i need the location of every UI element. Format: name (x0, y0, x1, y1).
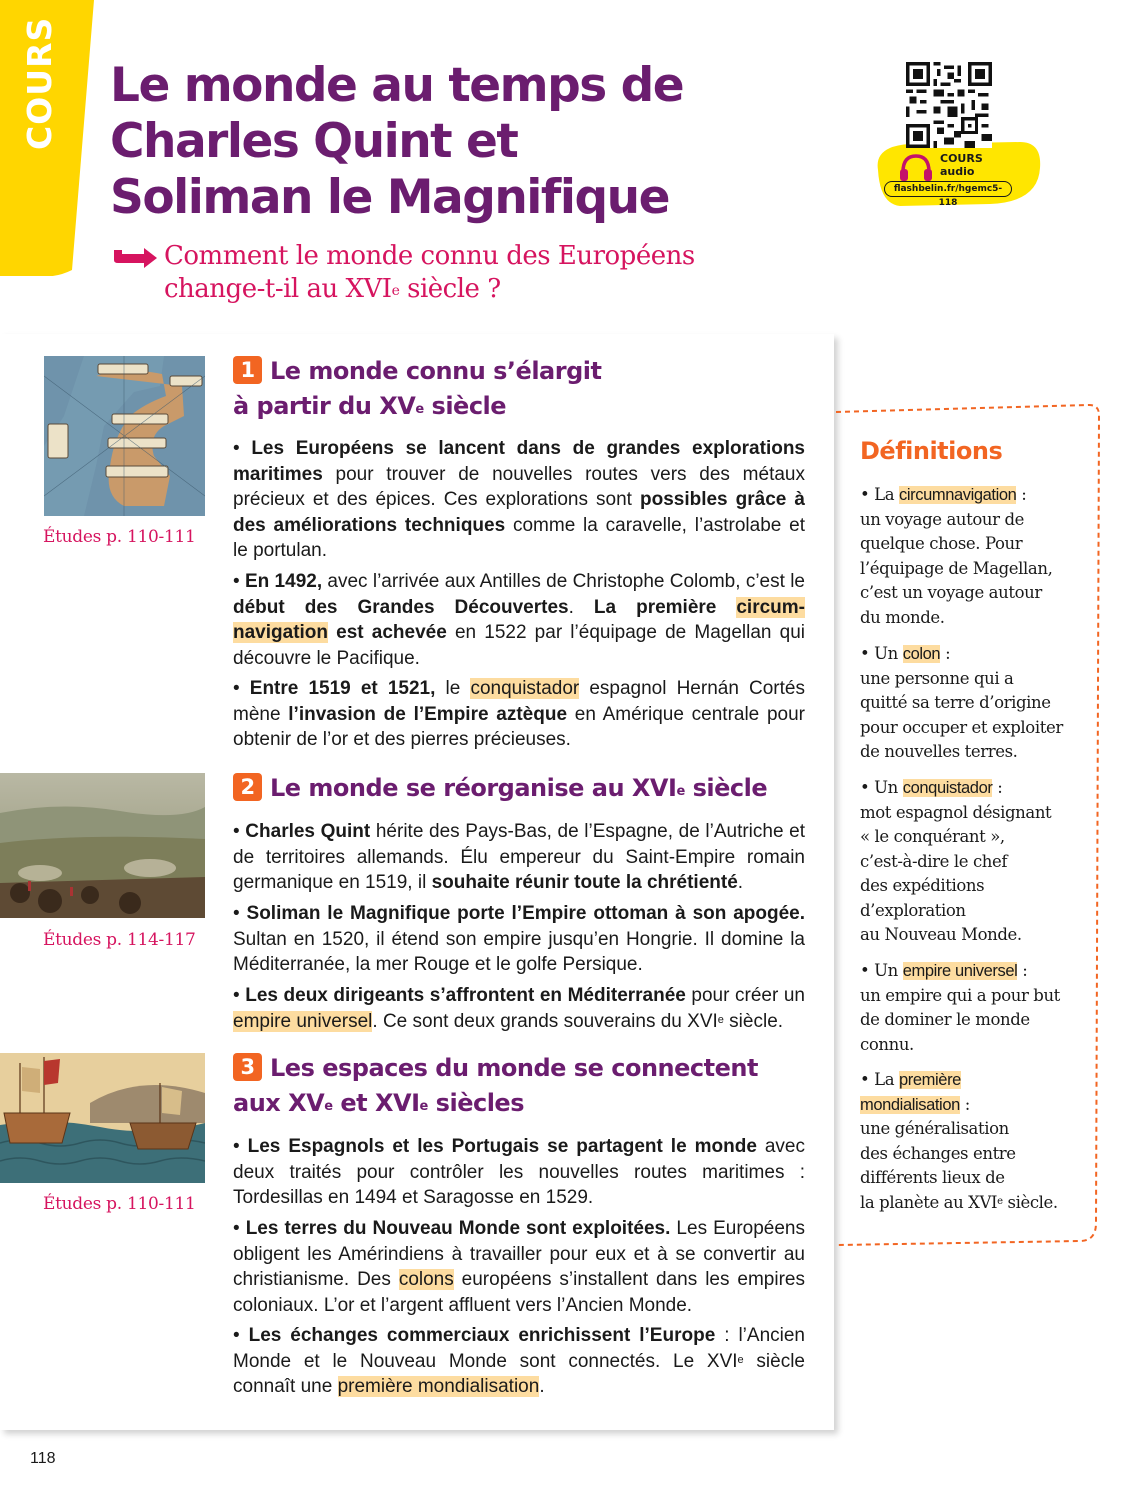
definition-line (860, 959, 1075, 984)
text-run: d’exploration (860, 900, 966, 920)
text-run: hérite des Pays-Bas, de l’Espagne, de l’Autriche et de territoires allemands. Élu empereur du Saint-Empire romain germanique en 1519, il (233, 821, 806, 893)
title-line-1: Le monde au temps de (110, 58, 684, 113)
definition-line (860, 874, 1075, 899)
text-run: un voyage autour de (860, 509, 1024, 529)
definition-line (860, 740, 1075, 765)
text-run: • (233, 903, 247, 924)
text-run: . Ce sont deux grands souverains du XVI (372, 1010, 718, 1032)
text-run: : (992, 778, 1003, 797)
text-run: . (539, 1376, 545, 1397)
definition-line (860, 691, 1075, 716)
highlighted-term: circum-navigation (233, 596, 805, 643)
section-1-paragraph-1 (233, 436, 805, 564)
cours-tab-label: COURS (20, 16, 59, 150)
etudes-link-3[interactable]: Études p. 110-111 (43, 1194, 196, 1214)
text-run: siècle. (1002, 1192, 1058, 1212)
text-run: • (233, 571, 245, 592)
text-run: • (233, 985, 246, 1006)
definition-term: mondialisation (860, 1095, 960, 1114)
section-1-title-b: à partir du XV (233, 392, 416, 420)
section-3-title-b: aux XV (233, 1089, 325, 1117)
definition-line (860, 508, 1075, 533)
definition-term: conquistador (902, 779, 993, 797)
definition-line (860, 801, 1075, 826)
text-run: : (959, 1094, 970, 1114)
definition-conquistador (860, 776, 1075, 948)
definitions-title: Définitions (860, 437, 1003, 465)
section-2-heading-line-1 (233, 771, 767, 806)
definition-line (860, 1142, 1075, 1167)
audio-link[interactable]: flashbelin.fr/hgemc5-118 (884, 181, 1012, 197)
definition-colon (860, 642, 1075, 765)
text-run: pour occuper et exploiter (860, 717, 1063, 737)
text-run: Les terres du Nouveau Monde sont exploitées. (245, 1218, 671, 1239)
definition-circumnavigation (860, 483, 1075, 630)
section-3-title-d: siècles (427, 1089, 524, 1117)
text-run: • (233, 1136, 248, 1157)
text-run: de nouvelles terres. (860, 742, 1018, 761)
definition-line (860, 581, 1075, 606)
highlighted-term: colons (398, 1269, 454, 1290)
definition-line (860, 1068, 1075, 1093)
etudes-link-2[interactable]: Études p. 114-117 (43, 930, 196, 950)
headphones-icon (898, 152, 934, 182)
text-run: Soliman le Magnifique porte l’Empire ottoman à son apogée. (246, 903, 806, 924)
section-1-paragraph-3 (233, 676, 805, 753)
definition-line (860, 667, 1075, 692)
text-run: comme la caravelle, l’astrolabe et le portulan. (233, 514, 805, 561)
question-line-2 (164, 273, 784, 306)
audio-label-cours: COURS (940, 152, 983, 165)
text-run: une généralisation (860, 1119, 1009, 1138)
text-run: : (940, 644, 951, 663)
section-3-number-badge: 3 (233, 1053, 262, 1081)
text-run: La première (593, 596, 737, 618)
text-run: est achevée (328, 622, 447, 643)
section-3-paragraph-1 (233, 1134, 805, 1211)
text-run: différents lieux de (860, 1168, 1005, 1187)
problem-question (164, 240, 784, 306)
text-run: avec deux traités pour contrôler les nouvelles routes maritimes : Tordesillas en 1494 et Saragosse en 1529. (233, 1136, 805, 1208)
text-run: • (233, 1218, 246, 1239)
section-2-title-sup: e (676, 784, 685, 799)
section-3-paragraph-2 (233, 1216, 805, 1318)
text-run: de dominer le monde (860, 1010, 1030, 1029)
ships-painting-illustration (0, 1053, 205, 1183)
qr-code-icon[interactable] (906, 62, 992, 148)
text-run: européens s’installent dans les empires coloniaux. L’or et l’argent affluent vers l’Ancien Monde. (233, 1269, 805, 1316)
text-run: Les Européens se lancent dans de grandes explorations maritimes (233, 438, 805, 485)
portulan-map-image[interactable] (44, 356, 205, 516)
text-run: le (435, 678, 471, 699)
text-run: au Nouveau Monde. (860, 925, 1022, 944)
text-run: début des Grandes Découvertes (233, 596, 569, 618)
title-line-2: Charles Quint et (110, 114, 518, 169)
section-3-paragraph-3 (233, 1323, 805, 1400)
text-run: • Un (860, 644, 903, 663)
section-2-title-a: Le monde se réorganise au XVI (270, 774, 677, 802)
text-run: la planète au XVI (860, 1192, 998, 1212)
text-run: des expéditions (860, 876, 985, 895)
section-2-paragraph-1 (233, 819, 805, 896)
text-run: : (1016, 485, 1027, 504)
text-run: l’équipage de Magellan, (860, 558, 1053, 578)
text-run: • Un (860, 961, 903, 980)
text-run: • (233, 678, 250, 699)
section-1-title-c: siècle (423, 392, 507, 420)
text-run: en Amérique centrale pour obtenir de l’or et des pierres précieuses. (233, 703, 806, 750)
section-2-paragraph-3 (233, 983, 805, 1034)
section-1-heading-line-1 (233, 354, 601, 389)
definition-line (860, 923, 1075, 948)
definition-line (860, 850, 1075, 875)
section-2-number-badge: 2 (233, 773, 262, 801)
highlighted-term: empire universel (233, 1010, 373, 1032)
definition-line (860, 483, 1075, 508)
arrow-right-icon (112, 247, 158, 269)
section-3-heading-line-1 (233, 1051, 758, 1086)
definition-line (860, 1117, 1075, 1142)
definition-line (860, 1033, 1075, 1058)
text-run: Les Espagnols et les Portugais se partagent le monde (247, 1136, 757, 1157)
section-1-heading-line-2 (233, 389, 601, 424)
text-run: c’est un voyage autour (860, 583, 1042, 602)
text-run: • (233, 1325, 249, 1346)
text-run: pour trouver de nouvelles routes vers des métaux précieux et des épices. Ces explorations sont (233, 463, 805, 510)
audio-label-audio: audio (940, 165, 975, 178)
definition-line (860, 532, 1075, 557)
text-run: un empire qui a pour but (860, 985, 1060, 1005)
text-run: « le conquérant », (860, 827, 1005, 846)
question-text-b: siècle ? (399, 274, 501, 304)
text-run: e (997, 1195, 1003, 1207)
text-run: • La (860, 485, 900, 504)
definition-premiere-mondialisation (860, 1068, 1075, 1215)
section-3-title-c: et XVI (332, 1089, 420, 1117)
section-3-heading (233, 1051, 758, 1121)
text-run: des échanges entre (860, 1143, 1016, 1163)
text-run: du monde. (860, 607, 945, 627)
text-run: connu. (860, 1034, 914, 1054)
question-sup: e (391, 283, 400, 299)
definition-line (860, 825, 1075, 850)
page-title (110, 58, 810, 226)
section-1-paragraph-2 (233, 569, 805, 671)
text-run: • La (860, 1070, 900, 1089)
text-run: • (233, 821, 246, 842)
text-run: une personne qui a (860, 668, 1014, 688)
etudes-link-1[interactable]: Études p. 110-111 (43, 527, 196, 547)
definition-term: première (899, 1071, 961, 1089)
section-1-title-sup: e (415, 402, 424, 417)
definition-line (860, 716, 1075, 741)
section-2-paragraph-2 (233, 901, 805, 978)
text-run: . (737, 872, 744, 893)
definition-line (860, 776, 1075, 801)
section-1-title-a: Le monde connu s’élargit (270, 357, 602, 385)
text-run: Sultan en 1520, il étend son empire jusqu’en Hongrie. Il domine la Méditerranée, la mer Rouge et le golfe Persique. (233, 928, 805, 975)
definition-line (860, 1008, 1075, 1033)
definition-line (860, 557, 1075, 582)
text-run: • (233, 438, 252, 459)
section-3-title-sup-1: e (324, 1099, 333, 1114)
text-run: quelque chose. Pour (860, 534, 1023, 553)
section-1-number-badge: 1 (233, 356, 262, 384)
definition-line (860, 1166, 1075, 1191)
definition-line (860, 899, 1075, 924)
text-run: Entre 1519 et 1521, (249, 678, 436, 699)
definition-line (860, 606, 1075, 631)
battle-painting-illustration (0, 773, 205, 918)
portulan-map-illustration (44, 356, 205, 516)
text-run: pour créer un (685, 985, 805, 1006)
page-number: 118 (30, 1450, 56, 1467)
text-run: mot espagnol désignant (860, 802, 1052, 822)
text-run: • Un (860, 778, 903, 797)
text-run: e (717, 1013, 724, 1026)
question-line-1: Comment le monde connu des Européens (164, 241, 695, 271)
text-run: : l’Ancien Monde et le Nouveau Monde sont connectés. Le XVI (233, 1325, 805, 1372)
text-run: avec l’arrivée aux Antilles de Christophe Colomb, c’est le (322, 571, 805, 592)
definition-line (860, 642, 1075, 667)
text-run: quitté sa terre d’origine (860, 693, 1051, 712)
text-run: Les deux dirigeants s’affrontent en Méditerranée (245, 985, 686, 1006)
definition-term: colon (902, 645, 941, 663)
definition-empire-universel (860, 959, 1075, 1057)
definition-term: empire universel (902, 962, 1018, 980)
section-3-heading-line-2 (233, 1086, 758, 1121)
text-run: souhaite réunir toute la chrétienté (431, 872, 738, 893)
definition-line (860, 984, 1075, 1009)
text-run: siècle connaît une (233, 1350, 805, 1397)
text-run: c’est-à-dire le chef (860, 851, 1008, 871)
question-text-a: change-t-il au XVI (164, 274, 392, 304)
section-3-title-a: Les espaces du monde se connectent (270, 1054, 758, 1082)
battle-painting-image[interactable] (0, 773, 205, 918)
text-run: Les Européens obligent les Amérindiens à travailler pour eux et à se convertir au christianisme. Des (233, 1218, 805, 1290)
section-2-title-b: siècle (684, 774, 768, 802)
text-run: en 1522 par l’équipage de Magellan qui découvre le Pacifique. (233, 622, 806, 669)
highlighted-term: conquistador (470, 678, 580, 699)
definition-line (860, 1093, 1075, 1118)
text-run: l’invasion de l’Empire aztèque (288, 703, 568, 725)
definition-term: circumnavigation (899, 486, 1017, 504)
section-2-heading (233, 771, 767, 806)
title-line-3: Soliman le Magnifique (110, 170, 669, 225)
section-1-heading (233, 354, 601, 424)
ships-painting-image[interactable] (0, 1053, 205, 1183)
text-run: siècle. (723, 1010, 784, 1032)
section-3-title-sup-2: e (419, 1099, 428, 1114)
text-run: : (1017, 961, 1028, 980)
text-run: En 1492, (244, 571, 323, 592)
text-run: . (568, 596, 594, 618)
highlighted-term: première mondialisation (337, 1376, 540, 1397)
definition-line (860, 1191, 1075, 1216)
text-run: e (737, 1353, 744, 1366)
text-run: Les échanges commerciaux enrichissent l’Europe (248, 1325, 716, 1346)
text-run: Charles Quint (245, 821, 371, 842)
text-run: possibles grâce à des améliorations techniques (233, 489, 805, 536)
text-run: espagnol Hernán Cortés mène (233, 678, 805, 725)
